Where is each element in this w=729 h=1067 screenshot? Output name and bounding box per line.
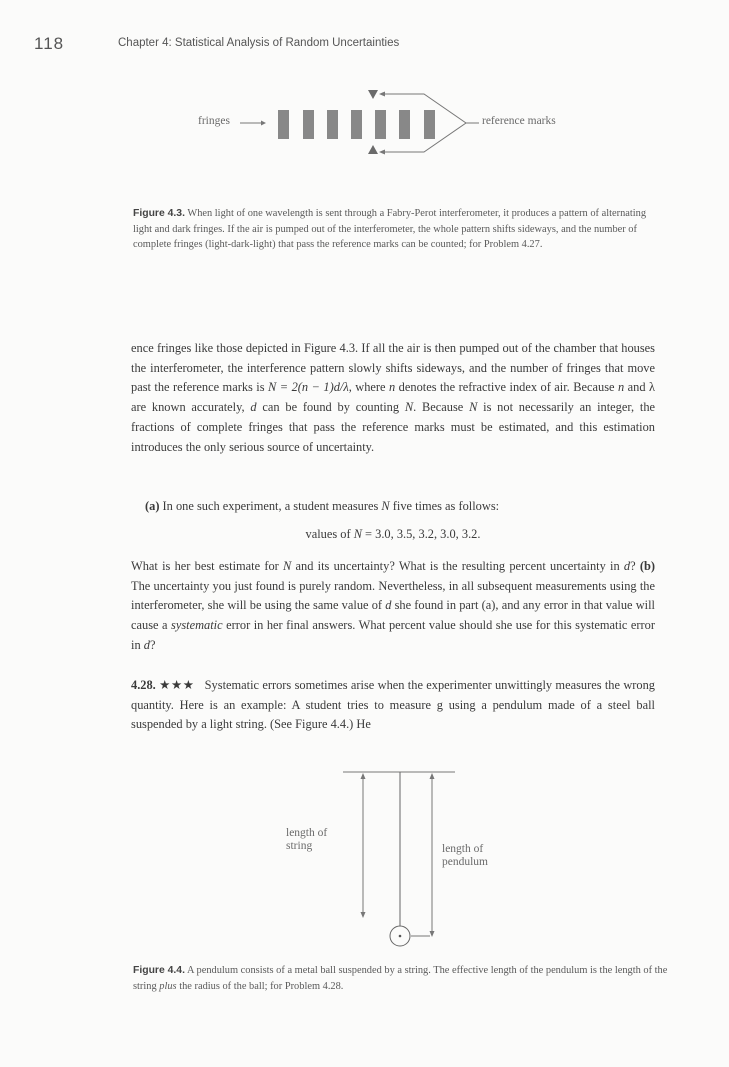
dark-fringe xyxy=(375,110,386,139)
bottom-reference-mark xyxy=(368,145,378,154)
dark-fringe xyxy=(303,110,314,139)
pendulum-length-label: length of pendulum xyxy=(442,843,488,868)
dark-fringe xyxy=(351,110,362,139)
ball-center xyxy=(399,935,402,938)
dark-fringe xyxy=(424,110,435,139)
running-title: Chapter 4: Statistical Analysis of Random Uncertainties xyxy=(118,37,400,49)
string-length-label: length of string xyxy=(286,827,328,852)
caption-label: Figure 4.4. xyxy=(133,965,185,976)
dark-fringe xyxy=(278,110,289,139)
figure-4-4 xyxy=(270,764,488,954)
caption-text: When light of one wavelength is sent through a Fabry-Perot interferometer, it produces a pattern of alternating light and dark fringes. If the air is pumped out of the interferometer, the whole pattern shifts sideways, and the number of complete fringes (light-dark-light) that pass the reference marks can be counted; for Problem 4.27. xyxy=(133,208,647,251)
dark-fringe xyxy=(399,110,410,139)
fringes-arrowhead xyxy=(261,121,266,126)
values-equation: values of N = 3.0, 3.5, 3.2, 3.0, 3.2. xyxy=(305,527,481,541)
dark-fringe xyxy=(327,110,338,139)
fringes-label: fringes xyxy=(198,115,230,127)
figure-4-3-caption xyxy=(133,206,663,253)
page-header xyxy=(34,34,634,54)
figure-4-3 xyxy=(190,82,610,162)
pendulum-diagram xyxy=(270,764,470,954)
part-b-label: (b) xyxy=(639,559,655,573)
reference-marks-label: reference marks xyxy=(482,115,556,127)
part-a: (a) In one such experiment, a student measures N five times as follows: xyxy=(145,499,500,513)
part-a-label: (a) xyxy=(145,499,160,513)
caption-label: Figure 4.3. xyxy=(133,208,185,219)
reference-bracket xyxy=(380,94,466,152)
figure-4-4-caption: Figure 4.4. A pendulum consists of a metal ball suspended by a string. The effective length of the pendulum is the length of the string plus the radius of the ball; for Problem 4.28. xyxy=(133,965,668,992)
top-reference-mark xyxy=(368,90,378,99)
problem-number: 4.28. xyxy=(131,678,156,692)
paragraph-part-b: What is her best estimate for N and its uncertainty? What is the resulting percent uncertainty in d? (b) The uncertainty you just found is purely random. Nevertheless, in all subsequent measurements using the interferometer, she will be using the same value of d she found in part (a), and any error in that value will cause a systematic error in her final answers. What percent value should she use for this systematic error in d? xyxy=(131,559,656,652)
page-number: 118 xyxy=(34,34,65,53)
paragraph-problem-4-27: ence fringes like those depicted in Figure 4.3. If all the air is then pumped out of the chamber that houses the interferometer, the interference pattern slowly shifts sideways, and the number of fringes that move past the reference marks is N = 2(n − 1)d/λ, where n denotes the refractive index of air. Because n and λ are known accurately, d can be found by counting N. Because N is not necessarily an integer, the fractions of complete fringes that pass the reference marks must be estimated, and this estimation introduces the only serious source of uncertainty. xyxy=(131,341,656,454)
systematic-emphasis: systematic xyxy=(171,618,223,633)
difficulty-stars: ★★★ xyxy=(159,678,195,692)
formula: N = 2(n − 1)d/λ xyxy=(268,380,349,395)
problem-4-28: 4.28. ★★★ Systematic errors sometimes arise when the experimenter unwittingly measures the wrong quantity. Here is an example: A student tries to measure g using a pendulum made of a steel ball suspended by a light string. (See Figure 4.4.) He xyxy=(131,678,655,732)
